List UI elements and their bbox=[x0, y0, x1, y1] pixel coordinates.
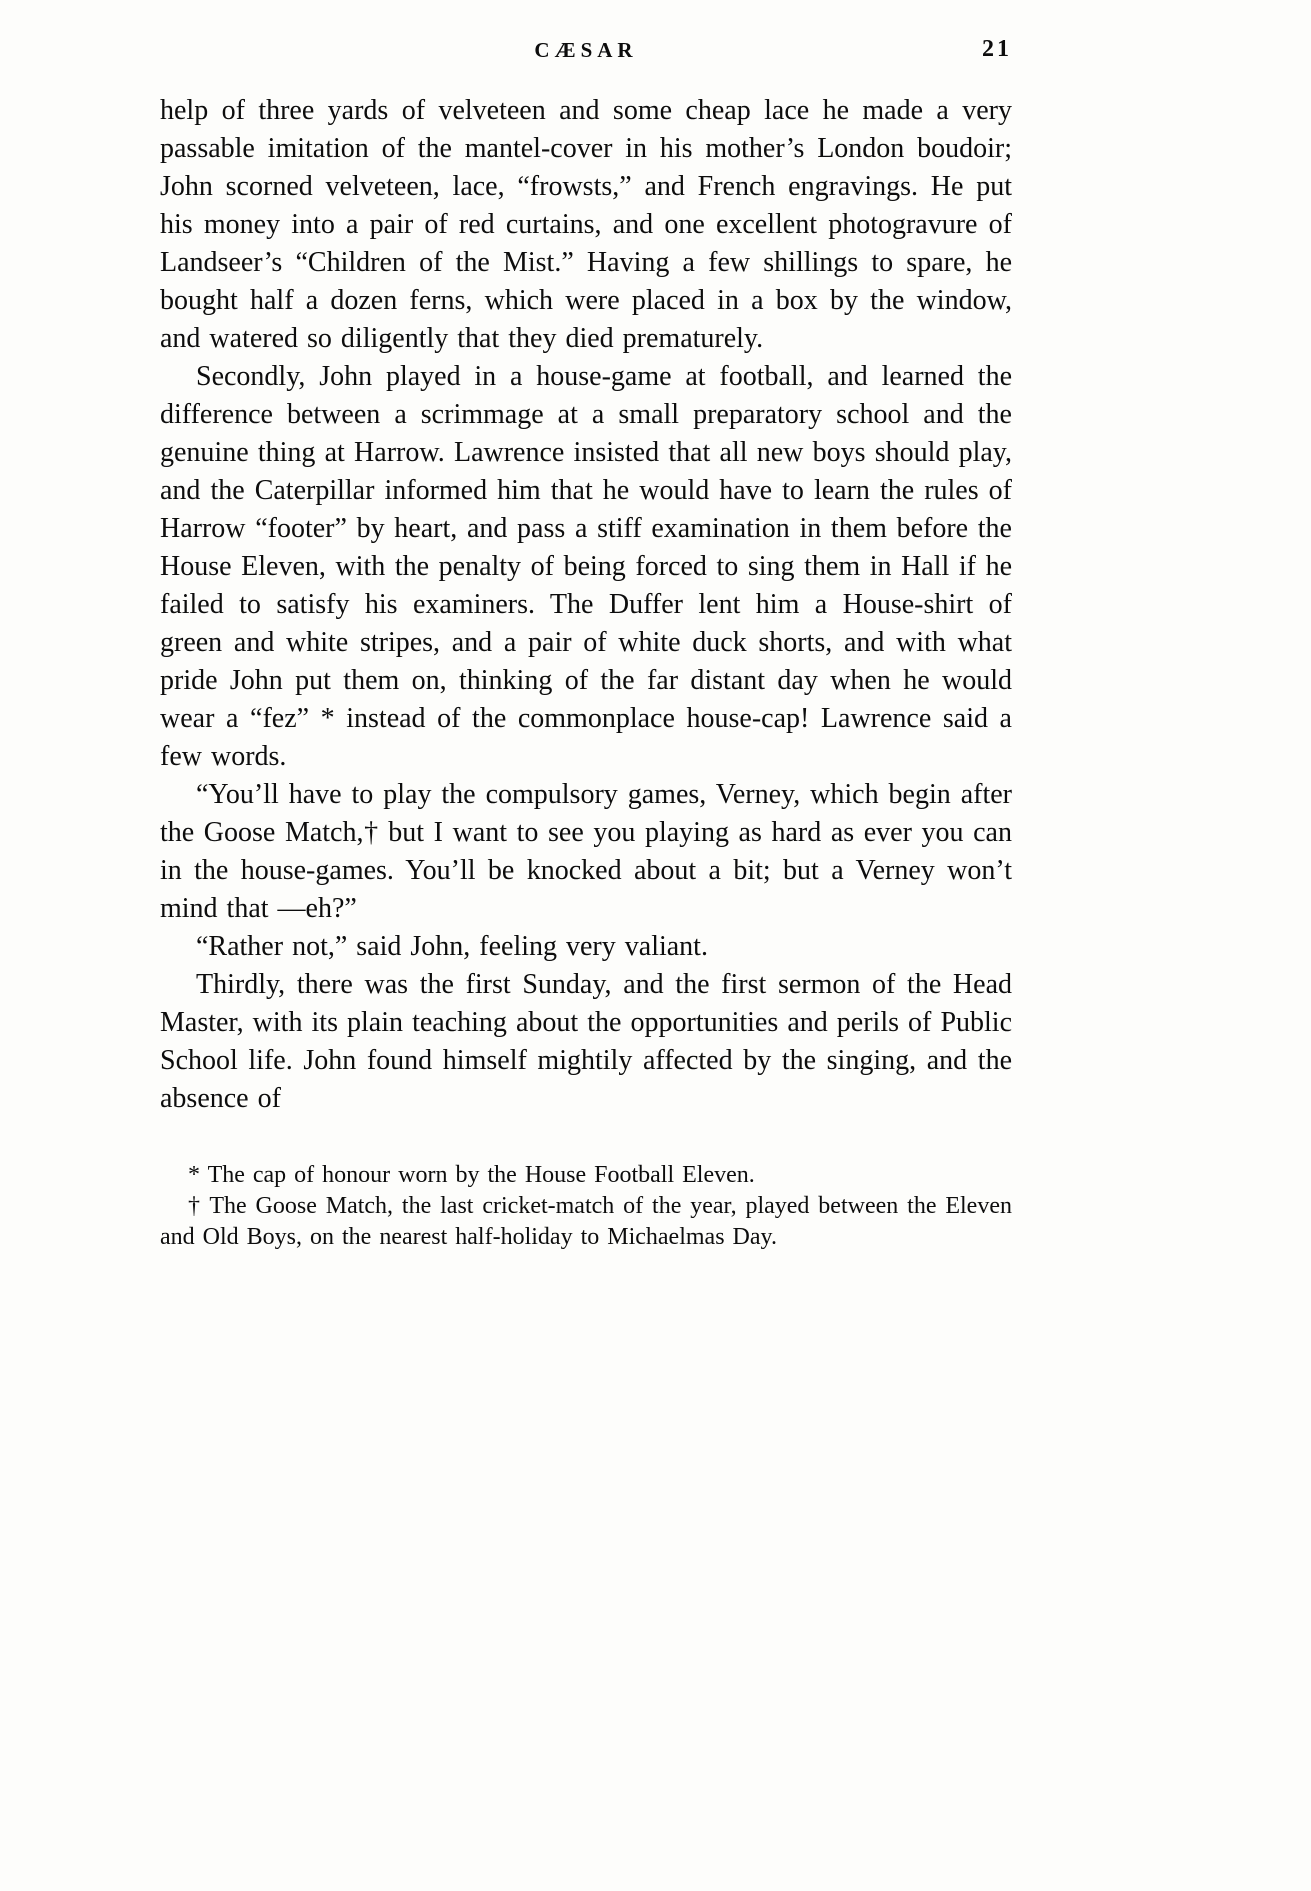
paragraph: “Rather not,” said John, feeling very valiant. bbox=[196, 931, 708, 962]
footnote-section bbox=[160, 1160, 1012, 1253]
paragraph: “You’ll have to play the compulsory games, Verney, which begin after the Goose Match,† but I want to see you playing as hard as ever you can in the house-games. You’ll be knocked about a bit; but a Verney won’t mind that —eh?” bbox=[160, 779, 1012, 924]
body-text bbox=[160, 92, 1012, 1118]
running-head-title: CÆSAR bbox=[534, 38, 638, 62]
paragraph: Thirdly, there was the first Sunday, and the first sermon of the Head Master, with its plain teaching about the opportunities and perils of Public School life. John found himself mightily affected by the singing, and the absence of bbox=[160, 969, 1012, 1114]
page-number: 21 bbox=[982, 36, 1012, 62]
running-head bbox=[160, 30, 1012, 74]
paragraph: Secondly, John played in a house-game at football, and learned the difference between a scrimmage at a small preparatory school and the genuine thing at Harrow. Lawrence insisted that all new boys should play, and the Caterpillar informed him that he would have to learn the rules of Harrow “footer” by heart, and pass a stiff examination in them before the House Eleven, with the penalty of being forced to sing them in Hall if he failed to satisfy his examiners. The Duffer lent him a House-shirt of green and white stripes, and a pair of white duck shorts, and with what pride John put them on, thinking of the far distant day when he would wear a “fez” * instead of the commonplace house-cap! Lawrence said a few words. bbox=[160, 361, 1012, 772]
footnote: * The cap of honour worn by the House Football Eleven. bbox=[188, 1162, 755, 1188]
footnote: † The Goose Match, the last cricket-match of the year, played between the Eleven and Old Boys, on the nearest half-holiday to Michaelmas Day. bbox=[160, 1193, 1012, 1250]
paragraph: help of three yards of velveteen and some cheap lace he made a very passable imitation of the mantel-cover in his mother’s London boudoir; John scorned velveteen, lace, “frowsts,” and French engravings. He put his money into a pair of red curtains, and one excellent photogravure of Landseer’s “Children of the Mist.” Having a few shillings to spare, he bought half a dozen ferns, which were placed in a box by the window, and watered so diligently that they died prematurely. bbox=[160, 95, 1012, 354]
text-block bbox=[160, 30, 1012, 1253]
